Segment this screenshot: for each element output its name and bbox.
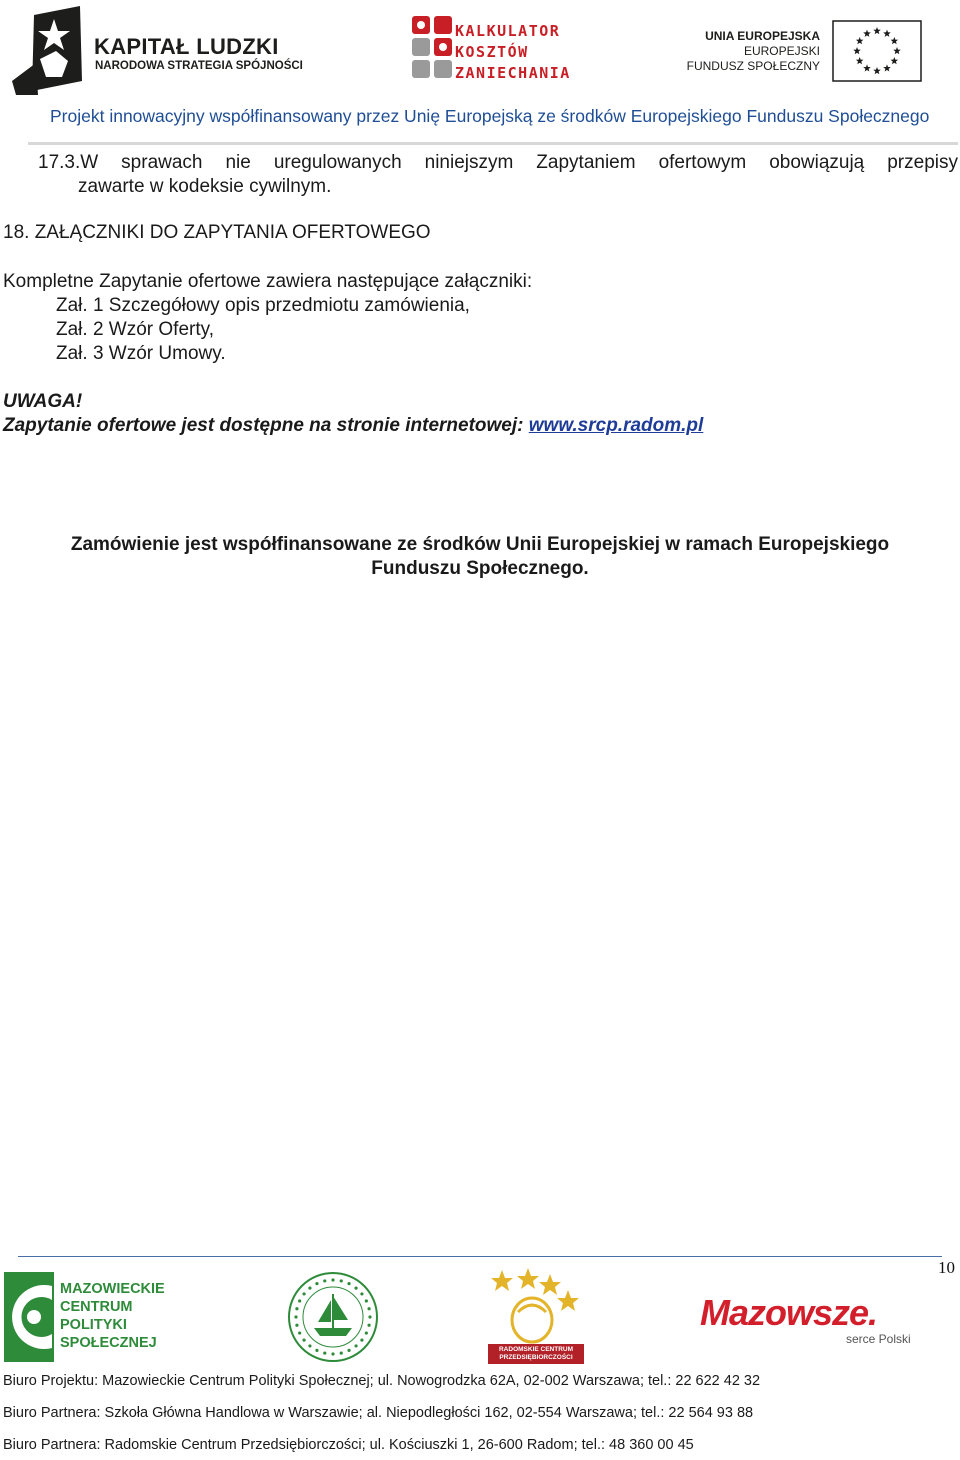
- mazowsze-logo-text: Mazowsze.: [700, 1292, 878, 1333]
- seal-dot-icon: [347, 1282, 350, 1285]
- seal-dot-icon: [360, 1338, 363, 1341]
- header-divider: [28, 142, 958, 145]
- attachments-intro: Kompletne Zapytanie ofertowe zawiera następujące załączniki:: [3, 271, 533, 292]
- mcps-line-1: MAZOWIECKIE: [60, 1281, 165, 1297]
- office-address-line: Biuro Partnera: Szkoła Główna Handlowa w Warszawie; al. Niepodległości 162, 02-554 Warszawa; tel.: 22 564 93 88: [3, 1405, 754, 1421]
- footer-divider: [18, 1256, 942, 1257]
- seal-dot-icon: [323, 1279, 326, 1282]
- seal-dot-icon: [331, 1278, 334, 1281]
- seal-dot-icon: [308, 1344, 311, 1347]
- attachment-item: Zał. 1 Szczegółowy opis przedmiotu zamówienia,: [56, 295, 470, 316]
- seal-dot-icon: [315, 1282, 318, 1285]
- project-funding-line: Projekt innowacyjny współfinansowany przez Unię Europejską ze środków Europejskiego Funduszu Społecznego: [50, 106, 930, 126]
- seal-dot-icon: [298, 1331, 301, 1334]
- seal-dot-icon: [354, 1286, 357, 1289]
- seal-dot-icon: [294, 1315, 297, 1318]
- eu-flag-icon: [832, 20, 922, 82]
- ue-line-1: UNIA EUROPEJSKA: [705, 29, 820, 43]
- kapital-ludzki-title: KAPITAŁ LUDZKI: [94, 34, 279, 59]
- seal-dot-icon: [367, 1307, 370, 1310]
- seal-dot-icon: [365, 1299, 368, 1302]
- note-label: UWAGA!: [3, 391, 83, 412]
- cofinancing-line-2: Funduszu Społecznego.: [371, 558, 589, 579]
- kapital-ludzki-subtitle: NARODOWA STRATEGIA SPÓJNOŚCI: [95, 60, 303, 72]
- seal-dot-icon: [302, 1292, 305, 1295]
- ue-line-2: EUROPEJSKI: [743, 44, 820, 58]
- mcps-line-2: CENTRUM: [60, 1299, 133, 1315]
- seal-dot-icon: [368, 1315, 371, 1318]
- mcps-logo-icon: [4, 1272, 54, 1362]
- seal-dot-icon: [323, 1351, 326, 1354]
- sgh-seal-icon: [286, 1270, 380, 1364]
- seal-dot-icon: [295, 1307, 298, 1310]
- cofinancing-line-1: Zamówienie jest współfinansowane ze środków Unii Europejskiej w ramach Europejskiego: [70, 534, 890, 555]
- seal-dot-icon: [367, 1324, 370, 1327]
- seal-dot-icon: [331, 1352, 334, 1355]
- attachment-item: Zał. 3 Wzór Umowy.: [56, 343, 226, 364]
- seal-dot-icon: [302, 1338, 305, 1341]
- seal-dot-icon: [347, 1349, 350, 1352]
- kalkulator-logo-icon: [410, 14, 454, 80]
- kalkulator-line-2: KOSZTÓW: [455, 43, 529, 61]
- seal-dot-icon: [365, 1331, 368, 1334]
- kalkulator-line-3: ZANIECHANIA: [455, 64, 571, 82]
- seal-dot-icon: [340, 1279, 343, 1282]
- seal-dot-icon: [354, 1344, 357, 1347]
- kalkulator-line-1: KALKULATOR: [455, 22, 561, 40]
- kapital-ludzki-logo-icon: [10, 3, 92, 95]
- seal-dot-icon: [298, 1299, 301, 1302]
- seal-dot-icon: [340, 1351, 343, 1354]
- paragraph-17-3-line-2: zawarte w kodeksie cywilnym.: [78, 176, 332, 197]
- seal-dot-icon: [308, 1286, 311, 1289]
- page-header: [0, 0, 960, 150]
- rcp-line-1: RADOMSKIE CENTRUM: [498, 1346, 574, 1353]
- mcps-line-3: POLITYKI: [60, 1317, 127, 1333]
- section-18-heading: 18. ZAŁĄCZNIKI DO ZAPYTANIA OFERTOWEGO: [3, 222, 431, 243]
- office-address-line: Biuro Partnera: Radomskie Centrum Przedsiębiorczości; ul. Kościuszki 1, 26-600 Radom; tel.: 48 360 00 45: [3, 1437, 694, 1453]
- page-number: 10: [938, 1258, 955, 1277]
- mazowsze-tagline: serce Polski: [846, 1332, 911, 1346]
- note-text-row: [3, 415, 703, 437]
- website-link[interactable]: www.srcp.radom.pl: [528, 415, 704, 436]
- rcp-line-2: PRZEDSIĘBIORCZOŚCI: [499, 1354, 573, 1361]
- paragraph-17-3-line-1: 17.3.W sprawach nie uregulowanych niniejszym Zapytaniem ofertowym obowiązują przepisy: [38, 152, 958, 173]
- office-address-line: Biuro Projektu: Mazowieckie Centrum Polityki Społecznej; ul. Nowogrodzka 62A, 02-002 Warszawa; tel.: 22 622 42 32: [3, 1373, 761, 1389]
- mcps-line-4: SPOŁECZNEJ: [60, 1335, 157, 1351]
- seal-dot-icon: [295, 1324, 298, 1327]
- seal-dot-icon: [360, 1292, 363, 1295]
- seal-dot-icon: [315, 1349, 318, 1352]
- attachment-item: Zał. 2 Wzór Oferty,: [56, 319, 215, 340]
- note-text: Zapytanie ofertowe jest dostępne na stronie internetowej:: [3, 415, 529, 436]
- ue-line-3: FUNDUSZ SPOŁECZNY: [686, 59, 820, 73]
